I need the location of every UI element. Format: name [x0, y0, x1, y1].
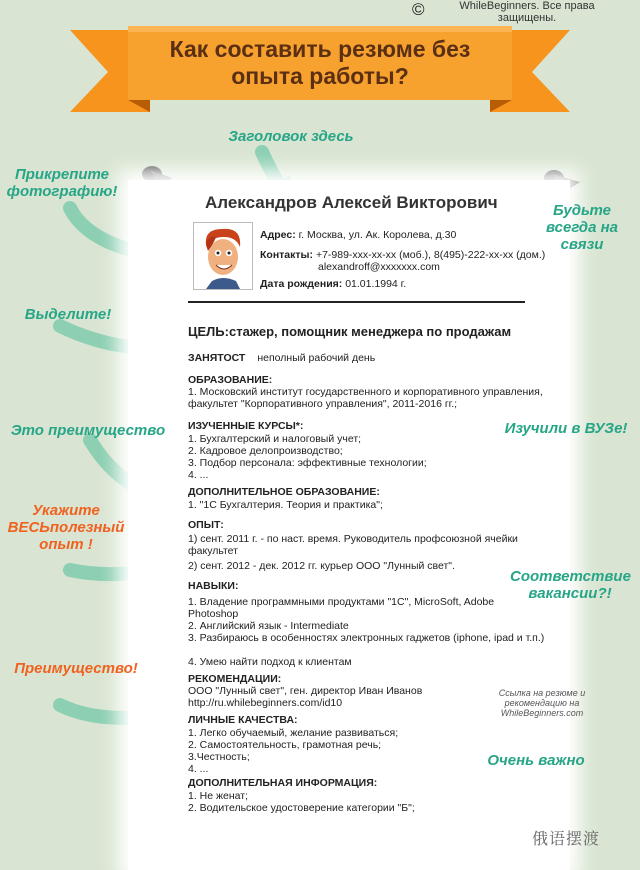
education-label: ОБРАЗОВАНИЕ:: [188, 374, 273, 386]
extra-heading: [188, 777, 377, 789]
skill-item: 2. Английский язык - Intermediate: [188, 620, 349, 632]
employment-label: ЗАНЯТОСТ: [188, 352, 246, 364]
recs-label: РЕКОМЕНДАЦИИ:: [188, 673, 282, 685]
divider: [188, 301, 525, 303]
annotation-header-here: Заголовок здесь: [228, 128, 354, 145]
avatar: [194, 223, 252, 289]
skill-item: 3. Разбираюсь в особенностях электронных гаджетов (iphone, ipad и т.п.): [188, 632, 545, 644]
address-line: [260, 229, 456, 241]
extra-item: 1. Не женат;: [188, 790, 249, 802]
recs-text: ООО "Лунный свет", ген. директор Иван Иванов: [188, 685, 423, 697]
annotation-specify: Укажите ВЕСЬполезный опыт !: [7, 502, 125, 553]
annotation-advantage2: Преимущество!: [14, 660, 138, 677]
address-value: г. Москва, ул. Ак. Королева, д.30: [298, 229, 457, 241]
add-edu-heading: [188, 486, 380, 498]
skills-label: НАВЫКИ:: [188, 580, 239, 592]
experience-label: ОПЫТ:: [188, 519, 224, 531]
courses-heading: [188, 420, 303, 432]
qualities-heading: [188, 714, 298, 726]
email-value: alexandroff@xxxxxxx.com: [318, 261, 440, 273]
annotation-link-note: Ссылка на резюме и рекомендацию на WhileBeginners.com: [498, 688, 586, 718]
birth-line: [260, 278, 406, 290]
page-title: Как составить резюме без опыта работы?: [169, 36, 471, 89]
quality-item: 2. Самостоятельность, грамотная речь;: [188, 739, 382, 751]
goal-value: стажер, помощник менеджера по продажам: [228, 324, 512, 339]
extra-item: 2. Водительское удостоверение категории "Б";: [188, 802, 415, 814]
employment-value: неполный рабочий день: [257, 352, 376, 364]
course-item: 4. ...: [188, 469, 209, 481]
annotation-advantage: Это преимущество: [10, 422, 166, 439]
skills-heading: [188, 580, 238, 592]
education-heading: [188, 374, 272, 386]
quality-item: 4. ...: [188, 763, 209, 775]
watermark-text: 俄语摆渡: [532, 831, 601, 848]
quality-item: 3.Честность;: [188, 751, 250, 763]
recs-heading: [188, 673, 281, 685]
annotation-stay-connected: Будьте всегда на связи: [546, 202, 618, 253]
recs-link[interactable]: http://ru.whilebeginners.com/id10: [188, 697, 343, 709]
goal-line: [188, 324, 511, 339]
experience-heading: [188, 519, 224, 531]
education-text: 1. Московский институт государственного и корпоративного управления, факультет "Корпоративного управления", 2011-2016 гг.;: [188, 386, 543, 410]
employment-line: [188, 352, 375, 364]
contacts-line: [260, 249, 545, 261]
extra-label: ДОПОЛНИТЕЛЬНАЯ ИНФОРМАЦИЯ:: [188, 777, 378, 789]
annotation-important: Очень важно: [487, 752, 585, 769]
annotation-highlight: Выделите!: [24, 306, 112, 323]
course-item: 1. Бухгалтерский и налоговый учет;: [188, 433, 362, 445]
annotation-match: Соответствие вакансии?!: [510, 568, 631, 602]
skill-item: 1. Владение программными продуктами "1С", MicroSoft, Adobe Photoshop: [188, 596, 495, 620]
experience-item: 1) сент. 2011 г. - по наст. время. Руководитель профсоюзной ячейки факультет: [188, 533, 518, 557]
address-label: Адрес:: [260, 229, 296, 241]
courses-label: ИЗУЧЕННЫЕ КУРСЫ*:: [188, 420, 304, 432]
photo-frame: [193, 222, 253, 290]
birth-label: Дата рождения:: [260, 278, 343, 290]
contacts-value: +7-989-xxx-xx-xx (моб.), 8(495)-222-xx-xx (дом.): [315, 249, 546, 261]
contacts-label: Контакты:: [260, 249, 314, 261]
copyright-icon: ©: [412, 0, 425, 19]
add-edu-label: ДОПОЛНИТЕЛЬНОЕ ОБРАЗОВАНИЕ:: [188, 486, 380, 498]
quality-item: 1. Легко обучаемый, желание развиваться;: [188, 727, 399, 739]
birth-value: 01.01.1994 г.: [345, 278, 407, 290]
qualities-label: ЛИЧНЫЕ КАЧЕСТВА:: [188, 714, 298, 726]
add-edu-text: 1. "1С Бухгалтерия. Теория и практика";: [188, 499, 383, 511]
title-banner-highlight: [128, 26, 512, 32]
experience-item: 2) сент. 2012 - дек. 2012 гг. курьер ООО "Лунный свет".: [188, 560, 455, 572]
resume-name: Александров Алексей Викторович: [205, 193, 498, 212]
annotation-studied: Изучили в ВУЗе!: [504, 420, 628, 437]
annotation-attach-photo: Прикрепите фотографию!: [6, 166, 118, 200]
skill-item: 4. Умею найти подход к клиентам: [188, 656, 352, 668]
copyright-text: WhileBeginners. Все права защищены.: [459, 0, 595, 24]
course-item: 3. Подбор персонала: эффективные технологии;: [188, 457, 427, 469]
goal-label: ЦЕЛЬ:: [188, 324, 229, 339]
course-item: 2. Кадровое делопроизводство;: [188, 445, 343, 457]
